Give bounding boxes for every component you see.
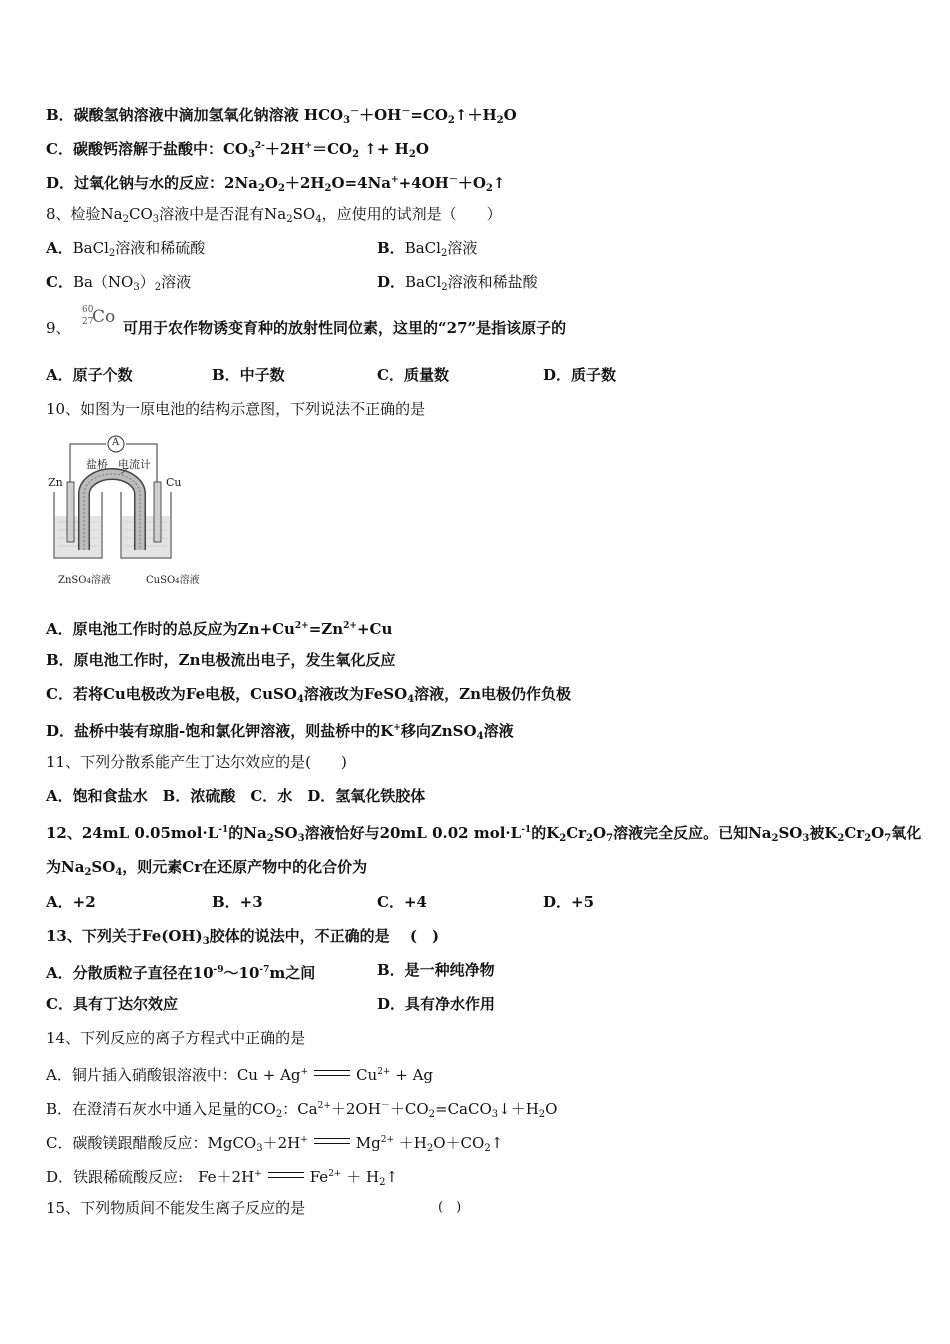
q14-stem: 14、下列反应的离子方程式中正确的是 xyxy=(46,1029,306,1047)
q9-option-d: D．质子数 xyxy=(543,366,617,384)
q14-option-d: D．铁跟稀硫酸反应: Fe＋2H+ $Fe^{2+}$ ＋ $H_2↑$ xyxy=(46,1168,399,1188)
q14-option-c: C．碳酸镁跟醋酸反应：MgCO$_3$＋2H+ $Mg^{2+}$ $+H_2O+CO_2↑$ xyxy=(46,1134,504,1154)
ammeter-label: A xyxy=(112,437,120,448)
q12-option-b: B．+3 xyxy=(212,893,263,911)
q10-option-d: D．盐桥中装有琼脂-饱和氯化钾溶液，则盐桥中的K+移向ZnSO$_4$溶液 xyxy=(46,722,514,742)
q9-number: 9、 xyxy=(46,319,71,337)
q15-stem: 15、下列物质间不能发生离子反应的是 xyxy=(46,1199,306,1217)
q15-answer-paren: ( ) xyxy=(438,1200,462,1215)
q7-option-b: B．碳酸氢钠溶液中滴加氢氧化钠溶液 $HCO_3^-+OH^-=CO_2↑+H_2O$ xyxy=(46,106,517,126)
q9-stem: 可用于农作物诱变育种的放射性同位素，这里的“27”是指该原子的 xyxy=(123,319,567,337)
equals-sign-icon xyxy=(268,1172,304,1178)
cuso4-solution-label: CuSO4溶液 xyxy=(146,575,200,586)
q9-option-c: C．质量数 xyxy=(377,366,449,384)
cu-label: Cu xyxy=(166,476,182,489)
q9-option-b: B．中子数 xyxy=(212,366,285,384)
q14-option-b: B．在澄清石灰水中通入足量的$CO_2$：$Ca^{2+}+2OH^-+CO_2=CaCO_3↓+H_2O$ xyxy=(46,1100,558,1120)
q14-option-a: A．铜片插入硝酸银溶液中：Cu + Ag+ $Cu^{2+} + Ag$ xyxy=(46,1066,434,1084)
q10-option-b: B．原电池工作时，Zn电极流出电子，发生氧化反应 xyxy=(46,651,396,669)
zn-label: Zn xyxy=(48,476,63,489)
q12-option-d: D．+5 xyxy=(543,893,595,911)
q11-options: A．饱和食盐水 B．浓硫酸 C．水 D．氢氧化铁胶体 xyxy=(46,787,426,805)
q9-option-a: A．原子个数 xyxy=(46,366,133,384)
cobalt-isotope-symbol xyxy=(76,305,122,331)
q10-option-c: C．若将Cu电极改为Fe电极，CuSO$_4$溶液改为FeSO$_4$溶液，Zn电极仍作负极 xyxy=(46,685,571,705)
q13-option-a: A．分散质粒子直径在$10^{-9}\sim 10^{-7}m$之间 xyxy=(46,964,316,982)
zinc-electrode xyxy=(67,482,74,542)
q13-stem: 13、下列关于$Fe(OH)_3$胶体的说法中，不正确的是 ( ) xyxy=(46,927,440,947)
galvanic-cell-diagram xyxy=(46,432,218,590)
q12-option-c: C．+4 xyxy=(377,893,427,911)
q10-option-a: A．原电池工作时的总反应为$Zn+Cu^{2+}=Zn^{2+}+Cu$ xyxy=(46,620,393,638)
znso4-solution-label: ZnSO4溶液 xyxy=(58,575,111,586)
isotope-mass-number: 60 xyxy=(82,305,94,315)
galvanometer-label: 电流计 xyxy=(118,458,151,471)
q13-option-b: B．是一种纯净物 xyxy=(377,961,495,979)
salt-bridge-label: 盐桥 xyxy=(86,458,108,471)
isotope-element: Co xyxy=(92,307,116,327)
isotope-atomic-number: 27 xyxy=(82,317,94,327)
q8-option-a: A．BaCl$_2$溶液和稀硫酸 xyxy=(46,239,206,259)
q7-option-d: D．过氧化钠与水的反应：$2Na_2O_2+2H_2O=4Na^++4OH^-+O_2↑$ xyxy=(46,174,506,194)
copper-electrode xyxy=(154,482,161,542)
equals-sign-icon xyxy=(314,1138,350,1144)
q13-option-d: D．具有净水作用 xyxy=(377,995,496,1013)
q12-stem-line2: 为$Na_2SO_4$，则元素Cr在还原产物中的化合价为 xyxy=(46,858,368,878)
q8-option-b: B．BaCl$_2$溶液 xyxy=(377,239,478,259)
q13-option-c: C．具有丁达尔效应 xyxy=(46,995,178,1013)
q8-stem: 8、检验$Na_2CO_3$溶液中是否混有$Na_2SO_4$，应使用的试剂是（ ） xyxy=(46,205,502,225)
q8-option-c: C．$Ba(NO_3)_2$溶液 xyxy=(46,273,192,293)
q7-option-c: C．碳酸钙溶解于盐酸中：$CO_3^{2-}+2H^+=CO_2$ ↑+ $H_2O$ xyxy=(46,140,429,160)
q12-stem-line1: 12、24mL $0.05mol\cdot L^{-1}$的$Na_2SO_3$溶液恰好与20mL 0.02 $mol\cdot L^{-1}$的$K_2Cr_2O_7$溶液完全反应。已知$Na_2SO_3$被$K_2Cr_2O_7$氧化 xyxy=(46,824,922,844)
q12-option-a: A．+2 xyxy=(46,893,96,911)
q10-stem: 10、如图为一原电池的结构示意图，下列说法不正确的是 xyxy=(46,400,426,418)
q11-stem: 11、下列分散系能产生丁达尔效应的是( ) xyxy=(46,753,347,771)
equals-sign-icon xyxy=(314,1070,350,1076)
q8-option-d: D．BaCl$_2$溶液和稀盐酸 xyxy=(377,273,538,293)
